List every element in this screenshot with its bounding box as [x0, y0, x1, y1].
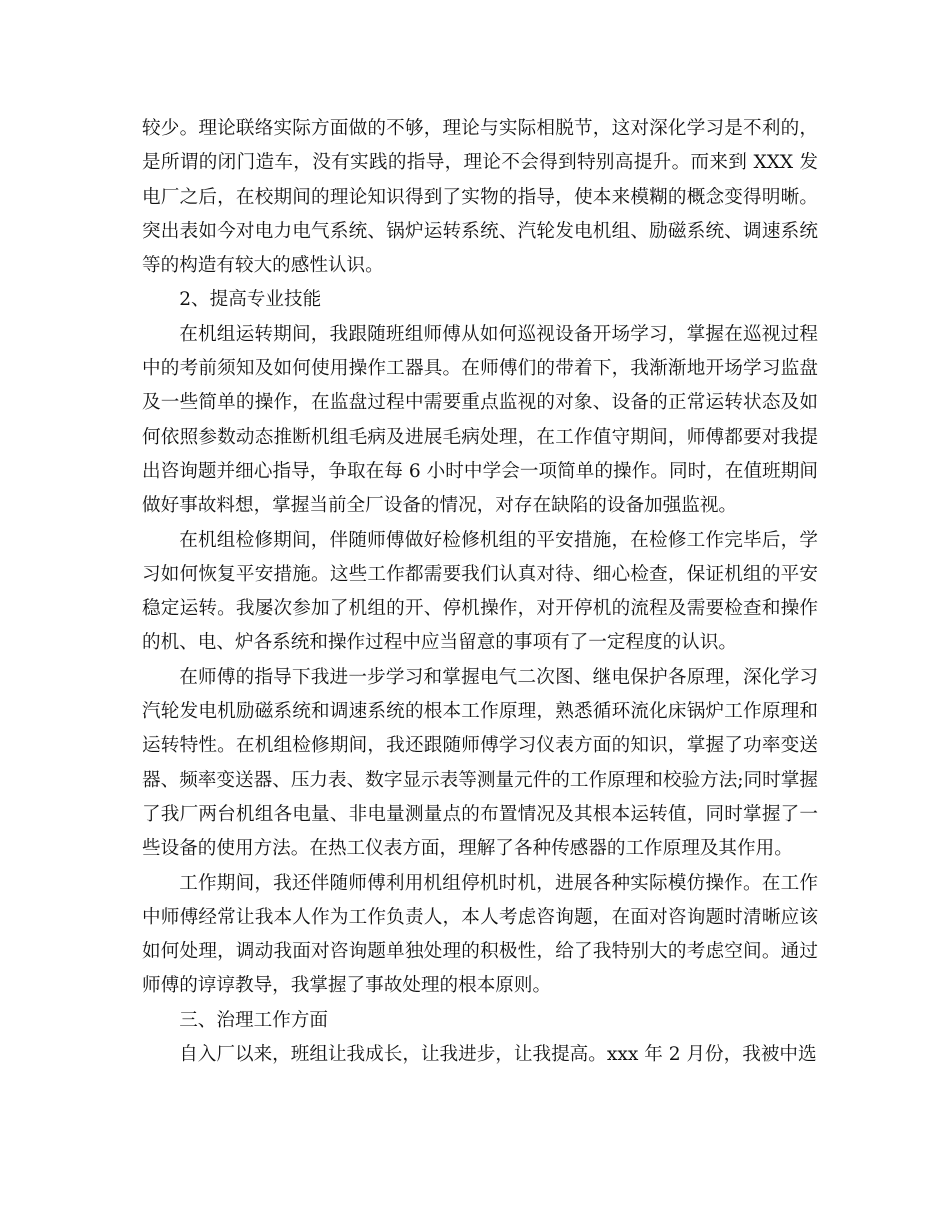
paragraph-principles-study: 在师傅的指导下我进一步学习和掌握电气二次图、继电保护各原理，深化学习汽轮发电机励磁系统和调速系统的根本工作原理，熟悉循环流化床锅炉工作原理和运转特性。在机组检修期间，我还跟随师傅学习仪表方面的知识，掌握了功率变送器、频率变送器、压力表、数字显示表等测量元件的工作原理和校验方法;同时掌握了我厂两台机组各电量、非电量测量点的布置情况及其根本运转值，同时掌握了一些设备的使用方法。在热工仪表方面，理解了各种传感器的工作原理及其作用。 [142, 666, 818, 860]
paragraph-continuation: 较少。理论联络实际方面做的不够，理论与实际相脱节，这对深化学习是不利的，是所谓的闭门造车，没有实践的指导，理论不会得到特别高提升。而来到 XXX 发电厂之后，在校期间的理论知识得到了实物的指导，使本来模糊的概念变得明晰。突出表如今对电力电气系统、锅炉运转系统、汽轮发电机组、励磁系统、调速系统等的构造有较大的感性认识。 [142, 118, 818, 277]
paragraph-management-intro: 自入厂以来，班组让我成长，让我进步，让我提高。xxx 年 2 月份，我被中选 [179, 1044, 817, 1066]
paragraph-simulation-practice: 工作期间，我还伴随师傅利用机组停机时机，进展各种实际模仿操作。在工作中师傅经常让我本人作为工作负责人，本人考虑咨询题，在面对咨询题时清晰应该如何处理，调动我面对咨询题单独处理的积极性，给了我特别大的考虑空间。通过师傅的谆谆教导，我掌握了事故处理的根本原则。 [142, 872, 818, 997]
section-heading-management: 三、治理工作方面 [179, 1009, 328, 1031]
paragraph-unit-maintenance: 在机组检修期间，伴随师傅做好检修机组的平安措施，在检修工作完毕后，学习如何恢复平安措施。这些工作都需要我们认真对待、细心检查，保证机组的平安稳定运转。我屡次参加了机组的开、停机操作，对开停机的流程及需要检查和操作的机、电、炉各系统和操作过程中应当留意的事项有了一定程度的认识。 [142, 529, 818, 654]
section-heading-skills: 2、提高专业技能 [179, 289, 322, 311]
paragraph-unit-operation: 在机组运转期间，我跟随班组师傅从如何巡视设备开场学习，掌握在巡视过程中的考前须知及如何使用操作工器具。在师傅们的带着下，我渐渐地开场学习监盘及一些简单的操作，在监盘过程中需要重点监视的对象、设备的正常运转状态及如何依照参数动态推断机组毛病及进展毛病处理，在工作值守期间，师傅都要对我提出咨询题并细心指导，争取在每 6 小时中学会一项简单的操作。同时，在值班期间做好事故料想，掌握当前全厂设备的情况，对存在缺陷的设备加强监视。 [142, 323, 818, 517]
document-body [142, 112, 818, 1072]
